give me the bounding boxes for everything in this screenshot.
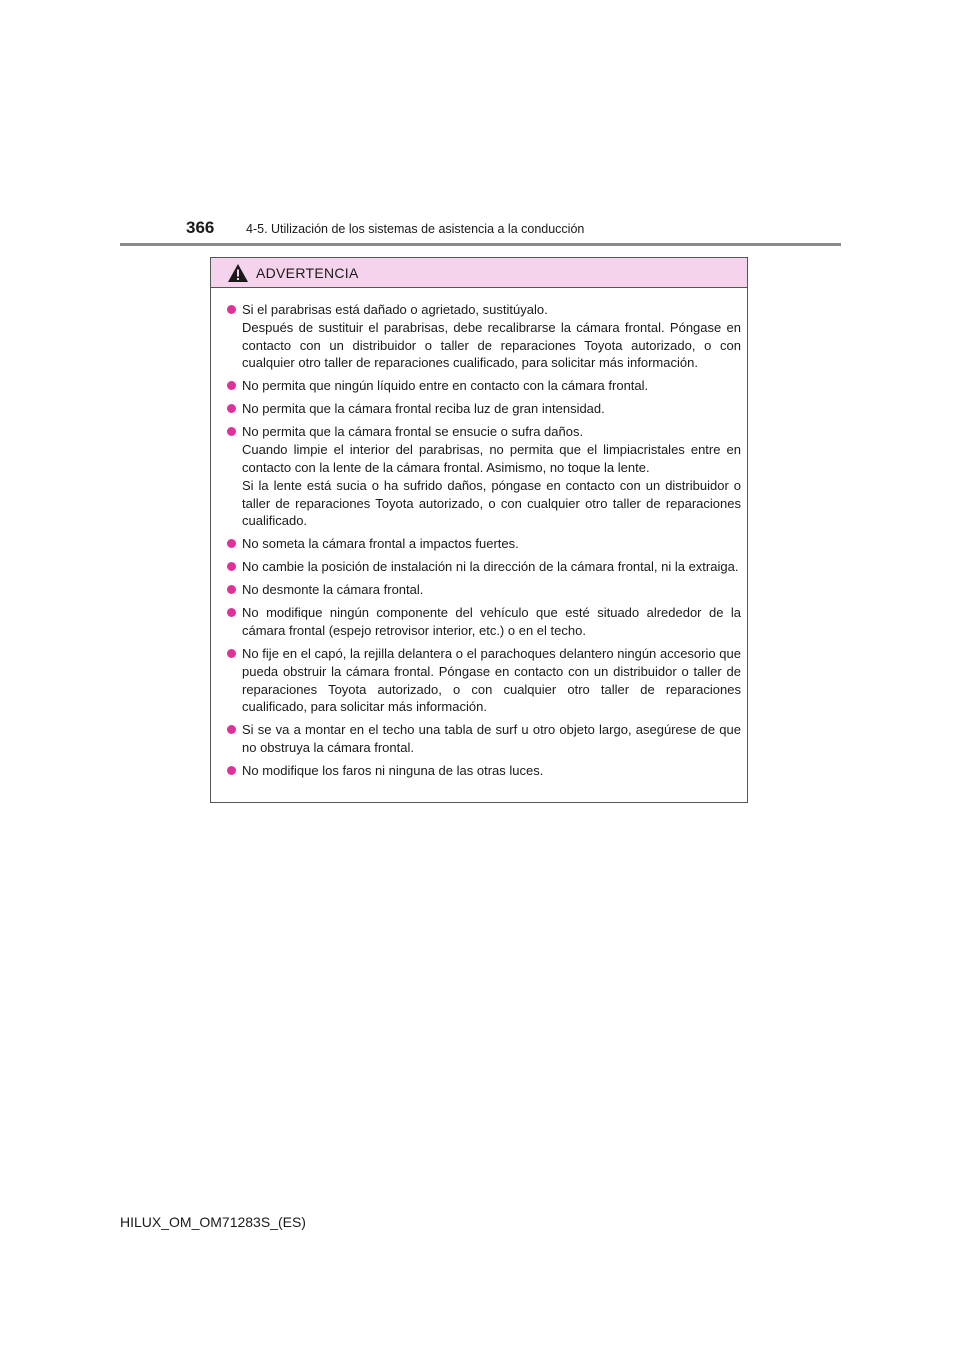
warning-item (227, 645, 741, 716)
warning-item-text: No permita que la cámara frontal se ensucie o sufra daños. (242, 424, 584, 440)
warning-item-text: Si la lente está sucia o ha sufrido daños, póngase en contacto con un distribuidor o taller de reparaciones Toyota autorizado, o con cualquier otro taller de reparaciones cualificado. (242, 477, 741, 529)
warning-item (227, 377, 741, 395)
bullet-icon (227, 305, 236, 314)
warning-item-text: No cambie la posición de instalación ni la dirección de la cámara frontal, ni la extraiga. (242, 559, 739, 575)
warning-item-text: No permita que la cámara frontal reciba luz de gran intensidad. (242, 401, 605, 417)
warning-item (227, 301, 741, 372)
warning-box (210, 257, 748, 803)
warning-item-text: No modifique ningún componente del vehículo que esté situado alrededor de la cámara frontal (espejo retrovisor interior, etc.) o en el techo. (242, 605, 741, 639)
warning-item-text: No someta la cámara frontal a impactos fuertes. (242, 536, 519, 552)
warning-body (211, 288, 747, 780)
warning-item (227, 535, 741, 553)
warning-item (227, 581, 741, 599)
bullet-icon (227, 766, 236, 775)
warning-item (227, 604, 741, 640)
bullet-icon (227, 562, 236, 571)
warning-item (227, 400, 741, 418)
bullet-icon (227, 608, 236, 617)
warning-item-text: No permita que ningún líquido entre en contacto con la cámara frontal. (242, 378, 649, 394)
warning-item-text: No fije en el capó, la rejilla delantera o el parachoques delantero ningún accesorio que pueda obstruir la cámara frontal. Póngase en contacto con un distribuidor o taller de reparaciones Toyota autorizado, o con cualquier otro taller de reparaciones cualificado, para solicitar más información. (242, 646, 741, 715)
warning-item-text: No modifique los faros ni ninguna de las otras luces. (242, 763, 544, 779)
warning-item (227, 721, 741, 757)
warning-item-text: Si se va a montar en el techo una tabla de surf u otro objeto largo, asegúrese de que no obstruya la cámara frontal. (242, 722, 741, 756)
warning-item-text: No desmonte la cámara frontal. (242, 582, 424, 598)
warning-item-text: Si el parabrisas está dañado o agrietado, sustitúyalo. (242, 302, 548, 317)
warning-item (227, 762, 741, 780)
warning-item (227, 423, 741, 530)
warning-item (227, 558, 741, 576)
bullet-icon (227, 585, 236, 594)
bullet-icon (227, 404, 236, 413)
page-number: 366 (186, 218, 215, 237)
footer-doc-code: HILUX_OM_OM71283S_(ES) (120, 1214, 306, 1230)
warning-header (211, 258, 747, 288)
bullet-icon (227, 649, 236, 658)
header-rule (120, 243, 841, 246)
warning-triangle-icon (227, 263, 249, 283)
warning-item-text: Cuando limpie el interior del parabrisas, no permita que el limpiacristales entre en contacto con la lente de la cámara frontal. Asimismo, no toque la lente. (242, 442, 741, 475)
bullet-icon (227, 539, 236, 548)
section-title: 4-5. Utilización de los sistemas de asistencia a la conducción (246, 222, 585, 236)
bullet-icon (227, 381, 236, 390)
warning-item-text: Después de sustituir el parabrisas, debe recalibrarse la cámara frontal. Póngase en contacto con un distribuidor o taller de reparaciones Toyota autorizado, o con cualquier otro taller de reparaciones cualificado, para solicitar más información. (242, 319, 741, 371)
warning-title: ADVERTENCIA (256, 264, 359, 281)
bullet-icon (227, 725, 236, 734)
bullet-icon (227, 427, 236, 436)
